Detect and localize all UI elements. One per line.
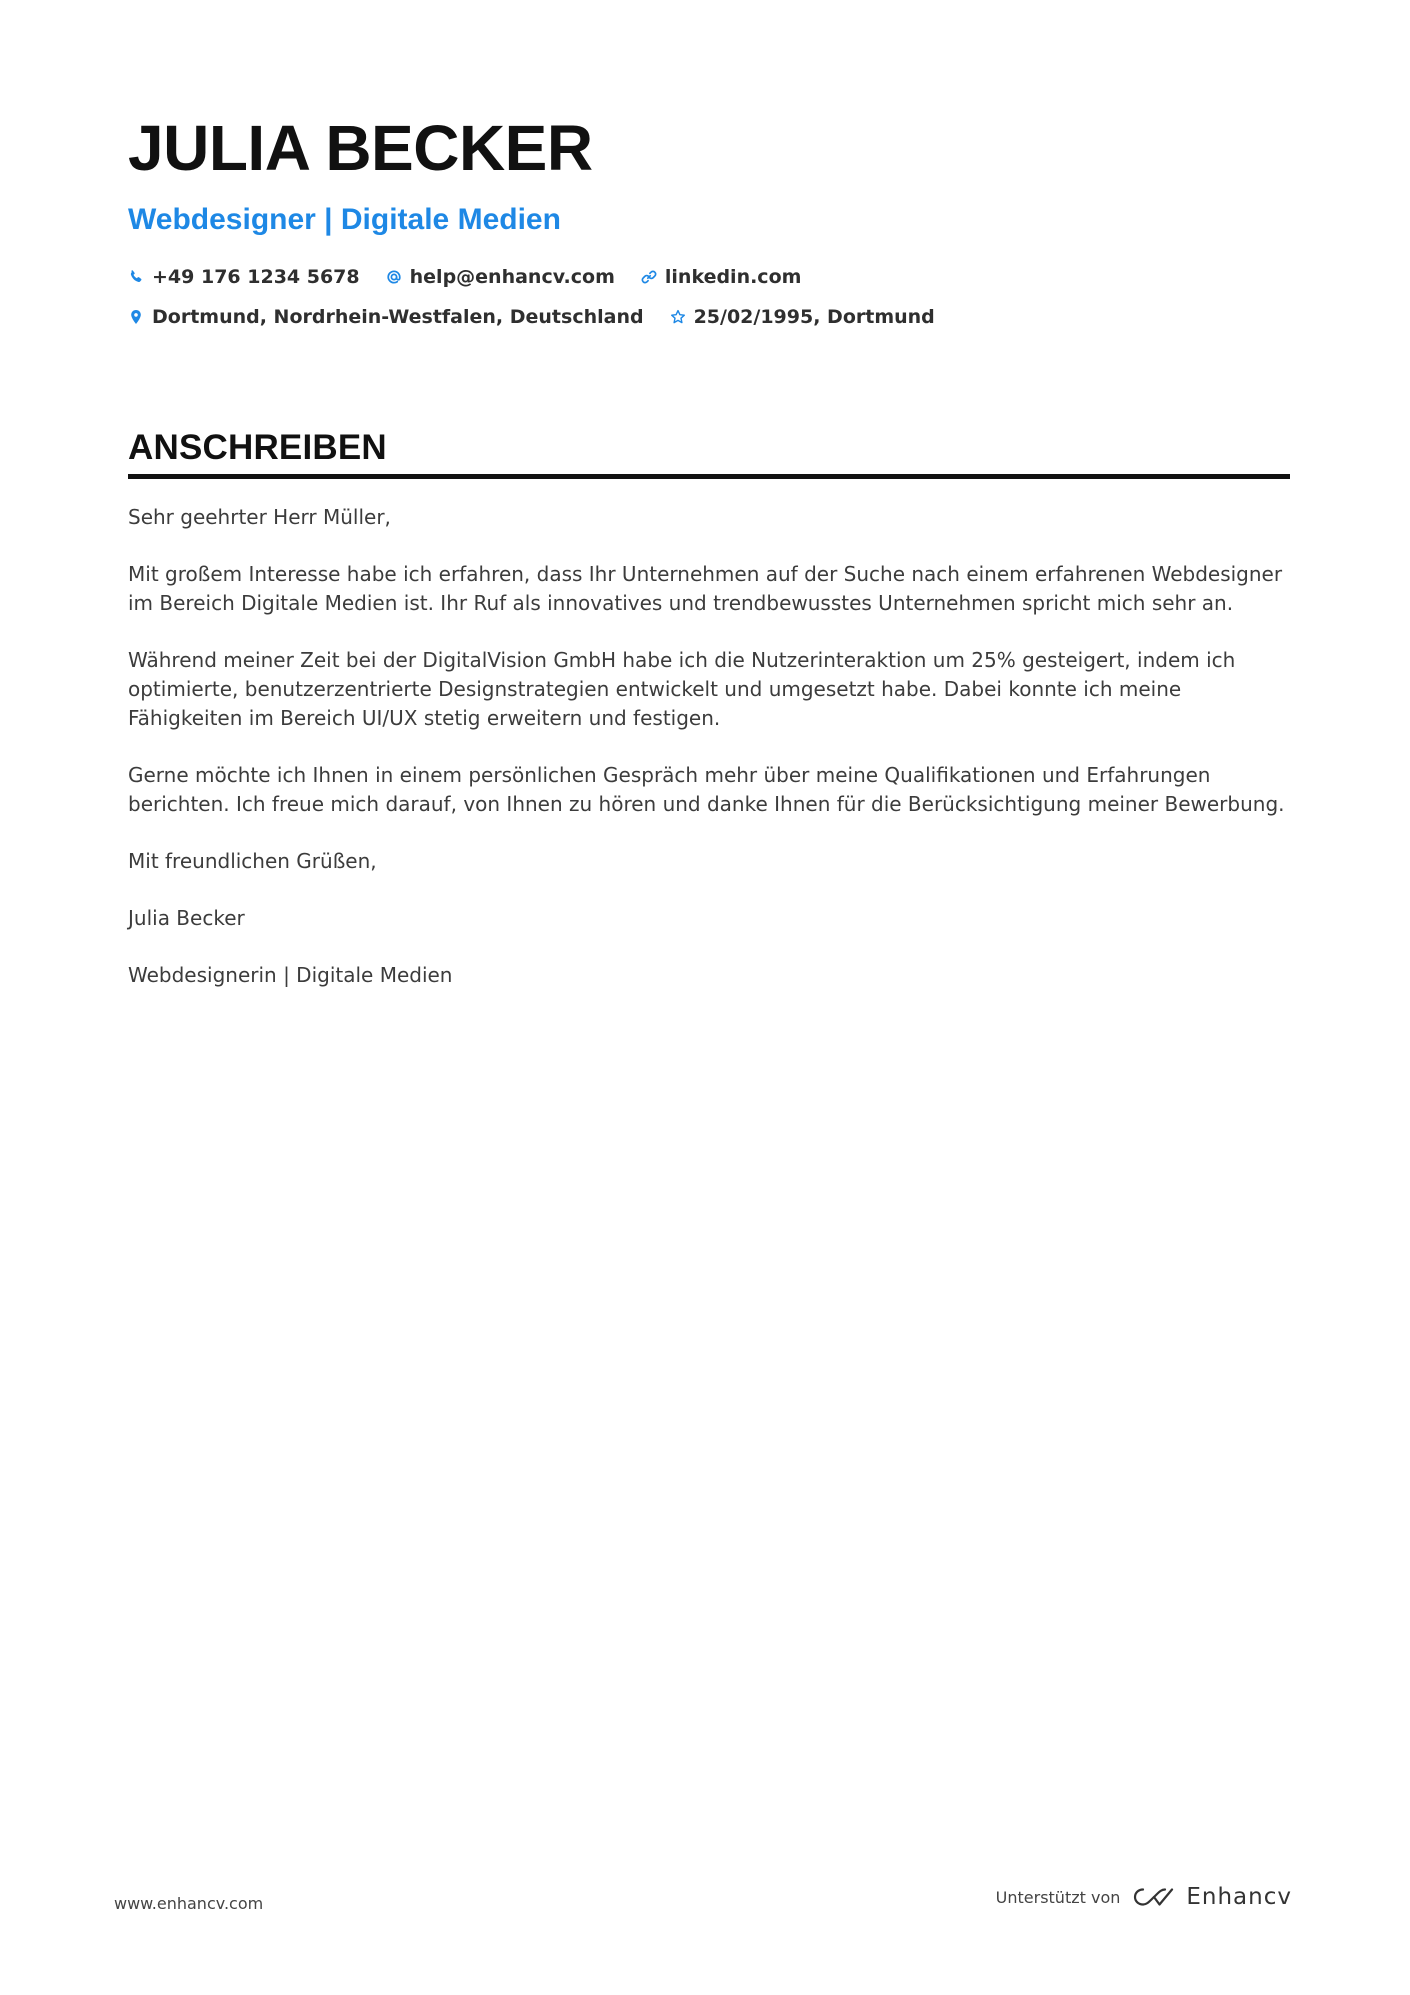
signature-title: Webdesignerin | Digitale Medien — [128, 963, 453, 987]
powered-by-text: Unterstützt von — [995, 1887, 1121, 1907]
contact-phone[interactable] — [128, 264, 360, 290]
footer-url[interactable]: www.enhancv.com — [114, 1894, 264, 1913]
letter-paragraph: Gerne möchte ich Ihnen in einem persönlichen Gespräch mehr über meine Qualifikationen und Erfahrungen berichten. Ich freue mich darauf, von Ihnen zu hören und danke Ihnen für die Berücksichtigung meiner Bewerbung. — [128, 763, 1285, 816]
letter-body — [128, 503, 1290, 990]
letter-paragraph: Während meiner Zeit bei der DigitalVision GmbH habe ich die Nutzerinteraktion um 25% gesteigert, indem ich optimierte, benutzerzentrierte Designstrategien entwickelt und umgesetzt habe. Dabei konnte ich meine Fähigkeiten im Bereich UI/UX stetig erweitern und festigen. — [128, 648, 1236, 730]
link-icon — [641, 269, 657, 285]
enhancv-logo-icon — [1132, 1885, 1176, 1909]
email-text: help@enhancv.com — [409, 266, 615, 288]
phone-icon — [128, 269, 144, 285]
letter-closing: Mit freundlichen Grüßen, — [128, 849, 377, 873]
link-text: linkedin.com — [664, 266, 802, 288]
phone-text: +49 176 1234 5678 — [152, 266, 360, 288]
location-pin-icon — [128, 309, 144, 325]
section-title: ANSCHREIBEN — [128, 428, 1290, 479]
at-icon — [386, 269, 402, 285]
signature-name: Julia Becker — [128, 906, 245, 930]
location-text: Dortmund, Nordrhein-Westfalen, Deutschland — [152, 306, 644, 328]
letter-paragraph: Mit großem Interesse habe ich erfahren, dass Ihr Unternehmen auf der Suche nach einem erfahrenen Webdesigner im Bereich Digitale Medien ist. Ihr Ruf als innovatives und trendbewusstes Unternehmen spricht mich sehr an. — [128, 562, 1283, 615]
star-icon — [670, 309, 686, 325]
applicant-name: JULIA BECKER — [128, 112, 593, 184]
birth-text: 25/02/1995, Dortmund — [693, 306, 935, 328]
contact-info — [128, 264, 1290, 330]
contact-birth — [670, 304, 935, 330]
letter-salutation: Sehr geehrter Herr Müller, — [128, 505, 391, 529]
applicant-headline: Webdesigner | Digitale Medien — [128, 203, 561, 236]
enhancv-logo — [1132, 1884, 1292, 1910]
footer-brand[interactable] — [996, 1884, 1292, 1910]
contact-location — [128, 304, 644, 330]
contact-email[interactable] — [386, 264, 615, 290]
cover-letter-page — [128, 108, 1290, 1018]
brand-name: Enhancv — [1186, 1884, 1292, 1910]
contact-link[interactable] — [641, 264, 802, 290]
